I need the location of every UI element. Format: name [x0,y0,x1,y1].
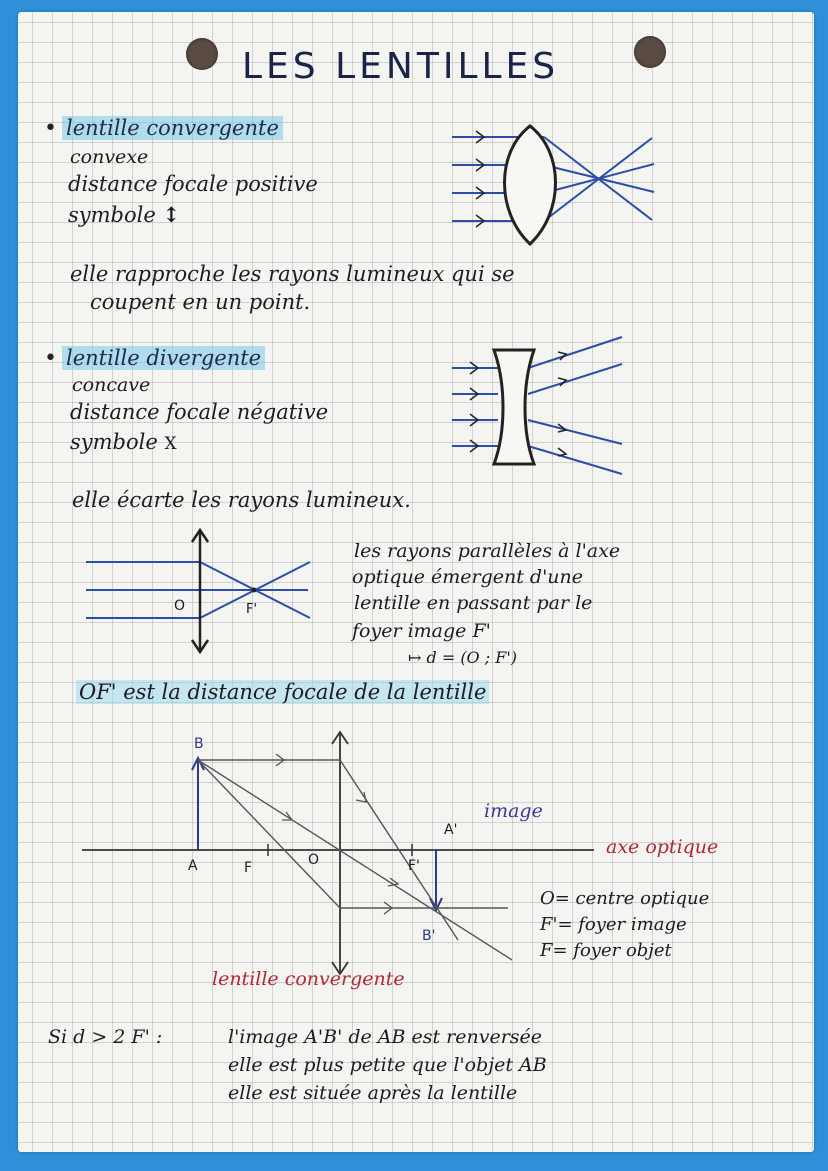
axis-label: axe optique [606,836,719,858]
page-title: LES LENTILLES [242,46,560,87]
of-definition-text: OF' est la distance focale de la lentille [76,680,489,704]
convergent-line1: convexe [70,146,149,168]
legend-o: O= centre optique [540,888,710,909]
focal-label-f-prime: F' [246,602,258,617]
label-b-prime: B' [422,928,436,944]
label-f-prime: F' [408,858,420,874]
focal-text-4: foyer image F' [352,620,491,642]
bullet-dot: • [44,346,57,371]
divergent-symbol-icon: X [164,434,177,454]
convergent-sentence-b: coupent en un point. [90,290,311,314]
convergent-symbol-icon: ↕ [162,202,181,227]
legend-f: F= foyer objet [540,940,672,961]
notebook-page [18,12,814,1152]
convergent-symbol-label: symbole [68,203,156,227]
conclusion-line1: l'image A'B' de AB est renversée [228,1026,543,1048]
conclusion-line2: elle est plus petite que l'objet AB [228,1054,547,1076]
convergent-heading-text: lentille convergente [62,116,283,140]
label-a-prime: A' [444,822,458,838]
divergent-symbol-label: symbole [70,430,158,454]
focal-formula: ↦ d = (O ; F') [408,648,517,667]
lens-label: lentille convergente [212,968,405,990]
conclusion-line3: elle est située après la lentille [228,1082,518,1104]
legend-f-prime: F'= foyer image [540,914,687,935]
divergent-line1: concave [72,374,151,396]
convergent-line2: distance focale positive [68,172,318,196]
divergent-sentence: elle écarte les rayons lumineux. [72,488,411,512]
conclusion-prefix: Si d > 2 F' : [48,1026,163,1048]
divergent-line2: distance focale négative [70,400,329,424]
label-f: F [244,860,253,876]
label-b: B [194,736,204,752]
image-label: image [484,800,543,822]
label-o: O [308,852,320,868]
focal-label-o: O [174,598,186,614]
bullet-dot: • [44,116,57,141]
convergent-sentence-a: elle rapproche les rayons lumineux qui se [70,262,515,286]
focal-text-1: les rayons parallèles à l'axe [354,540,621,562]
label-a: A [188,858,198,874]
divergent-heading-text: lentille divergente [62,346,265,370]
image-formation-diagram [18,12,814,1152]
focal-text-2: optique émergent d'une [352,566,584,588]
focal-text-3: lentille en passant par le [354,592,593,614]
